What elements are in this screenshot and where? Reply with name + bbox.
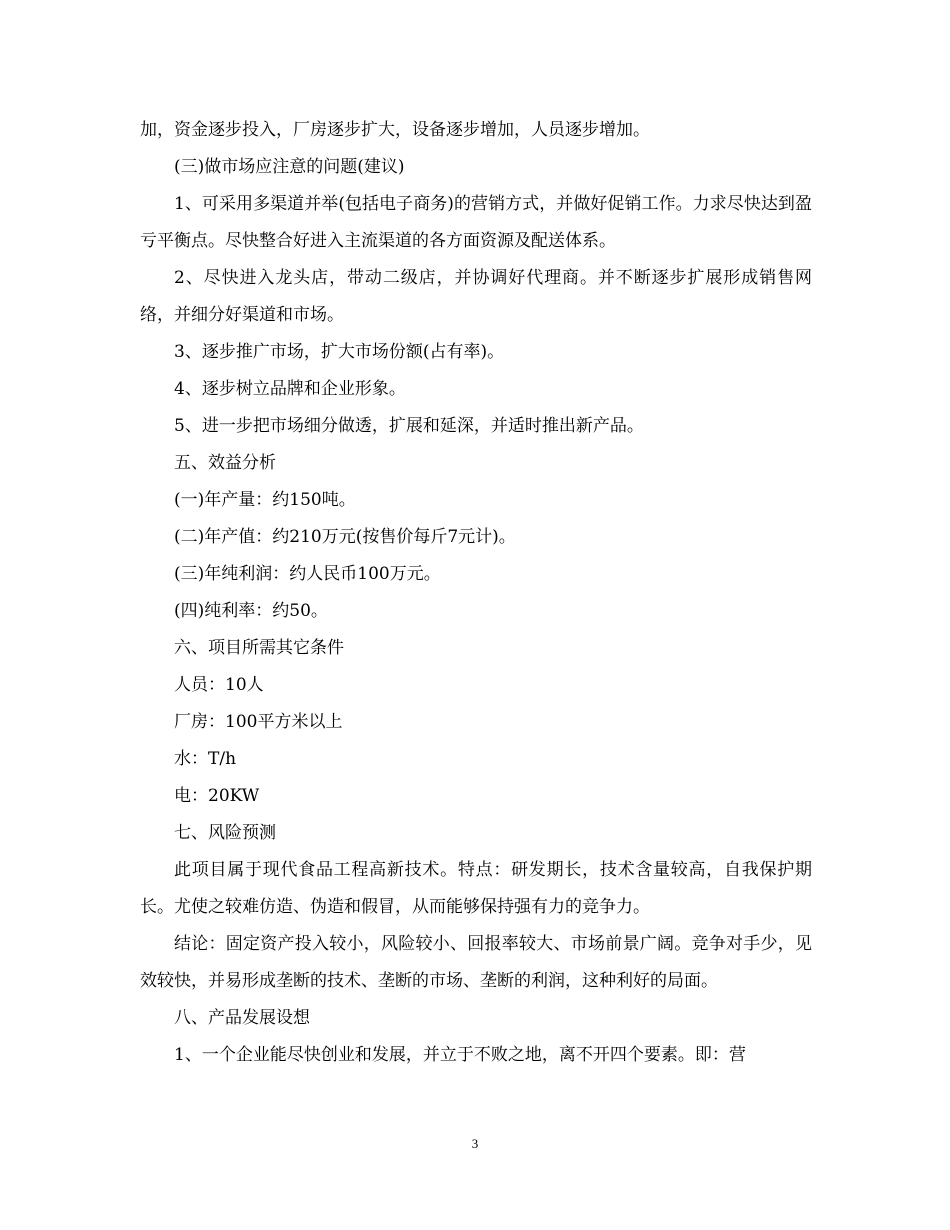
document-body (140, 112, 812, 1074)
paragraph-staff: 人员：10人 (174, 675, 264, 695)
paragraph-risk-description: 此项目属于现代食品工程高新技术。特点：研发期长，技术含量较高，自我保护期长。尤使之较难仿造、伪造和假冒，从而能够保持强有力的竞争力。 (140, 860, 812, 917)
paragraph-item-3: 3、逐步推广市场，扩大市场份额(占有率)。 (174, 342, 505, 362)
section-heading-risk: 七、风险预测 (174, 823, 276, 843)
paragraph-factory: 厂房：100平方米以上 (174, 712, 343, 732)
paragraph-profit-rate: (四)纯利率：约50。 (174, 601, 328, 621)
paragraph-electricity: 电：20KW (174, 786, 260, 806)
paragraph-annual-value: (二)年产值：约210万元(按售价每斤7元计)。 (174, 527, 516, 547)
paragraph-annual-profit: (三)年纯利润：约人民币100万元。 (174, 564, 441, 584)
section-heading-requirements: 六、项目所需其它条件 (174, 638, 344, 658)
paragraph-continuation: 加，资金逐步投入，厂房逐步扩大，设备逐步增加，人员逐步增加。 (140, 120, 650, 140)
paragraph-conclusion: 结论：固定资产投入较小，风险较小、回报率较大、市场前景广阔。竞争对手少，见效较快，并易形成垄断的技术、垄断的市场、垄断的利润，这种利好的局面。 (140, 934, 812, 991)
paragraph-item-2: 2、尽快进入龙头店，带动二级店，并协调好代理商。并不断逐步扩展形成销售网络，并细分好渠道和市场。 (140, 268, 812, 325)
paragraph-development-item-1: 1、一个企业能尽快创业和发展，并立于不败之地，离不开四个要素。即：营 (174, 1045, 746, 1065)
section-heading-product-development: 八、产品发展设想 (174, 1008, 310, 1028)
paragraph-annual-output: (一)年产量：约150吨。 (174, 490, 356, 510)
section-heading-benefit-analysis: 五、效益分析 (174, 453, 276, 473)
paragraph-item-4: 4、逐步树立品牌和企业形象。 (174, 379, 406, 399)
paragraph-item-5: 5、进一步把市场细分做透，扩展和延深，并适时推出新产品。 (174, 416, 644, 436)
paragraph-item-1: 1、可采用多渠道并举(包括电子商务)的营销方式，并做好促销工作。力求尽快达到盈亏平衡点。尽快整合好进入主流渠道的各方面资源及配送体系。 (140, 194, 812, 251)
section-heading-market-issues: (三)做市场应注意的问题(建议) (174, 157, 405, 177)
paragraph-water: 水：T/h (174, 749, 237, 769)
page-number: 3 (471, 1136, 479, 1151)
